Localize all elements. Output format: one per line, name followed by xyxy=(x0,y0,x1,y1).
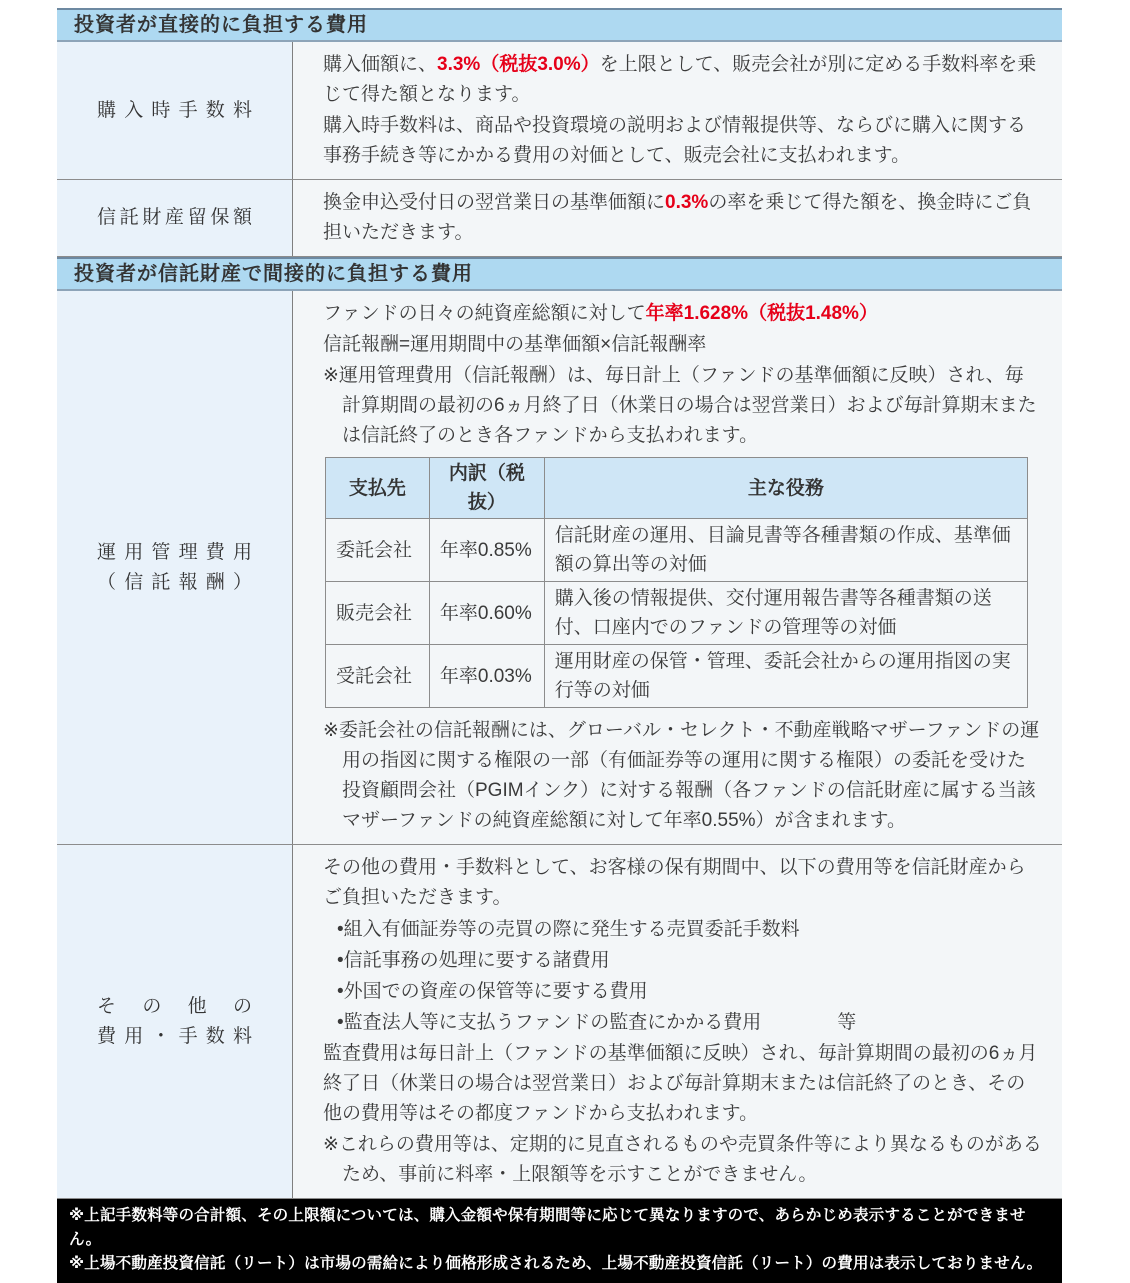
row-purchase-fee xyxy=(57,42,1062,180)
breakdown-header-role: 主な役務 xyxy=(544,458,1027,519)
retention-rate: 0.3% xyxy=(665,192,709,213)
footnote-total-fees: ※上記手数料等の合計額、その上限額については、購入金額や保有期間等に応じて異なりますので、あらかじめ表示することができません。 xyxy=(69,1207,1026,1248)
breakdown-header-payee: 支払先 xyxy=(326,458,430,519)
retention-label-cell xyxy=(57,180,293,256)
management-fee-formula: 信託報酬=運用期間中の基準価額×信託報酬率 xyxy=(323,334,707,355)
other-fees-note: ※これらの費用等は、定期的に見直されるものや売買条件等により異なるものがあるため、事前に料率・上限額等を示すことができません。 xyxy=(323,1134,1042,1185)
purchase-fee-label-cell xyxy=(57,42,293,179)
management-fee-paragraph-1 xyxy=(323,299,1042,329)
breakdown-role: 運用財産の保管・管理、委託会社からの運用指図の実行等の対価 xyxy=(544,645,1027,708)
management-fee-rate: 年率1.628%（税抜1.48%） xyxy=(645,303,878,324)
breakdown-payee: 受託会社 xyxy=(326,645,430,708)
bullet-foreign-custody-costs: •外国での資産の保管等に要する費用 xyxy=(337,981,648,1002)
bullet-trust-admin-costs: •信託事務の処理に要する諸費用 xyxy=(337,950,610,971)
other-fees-label-line2: 費用・手数料 xyxy=(97,1025,252,1047)
footnote-bar xyxy=(57,1199,1062,1283)
breakdown-payee: 委託会社 xyxy=(326,519,430,582)
other-fees-intro: その他の費用・手数料として、お客様の保有期間中、以下の費用等を信託財産からご負担いただきます。 xyxy=(323,857,1026,908)
breakdown-rate: 年率0.60% xyxy=(429,582,544,645)
management-fee-note-1: ※運用管理費用（信託報酬）は、毎日計上（ファンドの基準価額に反映）され、毎計算期間の最初の6ヵ月終了日（休業日の場合は翌営業日）および毎計算期末または信託終了のとき各ファンドから支払われます。 xyxy=(323,365,1037,446)
section-header-indirect-fees: 投資者が信託財産で間接的に負担する費用 xyxy=(57,257,1062,291)
management-fee-content xyxy=(293,291,1062,844)
breakdown-payee: 販売会社 xyxy=(326,582,430,645)
other-fees-paragraph-2: 監査費用は毎日計上（ファンドの基準価額に反映）され、毎計算期間の最初の6ヵ月終了日（休業日の場合は翌営業日）および毎計算期末または信託終了のとき、その他の費用等はその都度ファンドから支払われます。 xyxy=(323,1043,1038,1124)
row-retention-amount xyxy=(57,180,1062,257)
bullet-audit-costs: •監査法人等に支払うファンドの監査にかかる費用 等 xyxy=(337,1012,857,1033)
breakdown-rate: 年率0.03% xyxy=(429,645,544,708)
breakdown-role: 購入後の情報提供、交付運用報告書等各種書類の送付、口座内でのファンドの管理等の対価 xyxy=(544,582,1027,645)
breakdown-row-hanbai xyxy=(326,582,1028,645)
purchase-fee-content xyxy=(293,42,1062,179)
retention-text: 換金申込受付日の翌営業日の基準価額に xyxy=(323,192,666,213)
fund-fee-document xyxy=(57,8,1062,1283)
retention-text-cont: の率を乗じて得た額を、換金時にご負担いただきます。 xyxy=(323,192,1032,243)
breakdown-role: 信託財産の運用、目論見書等各種書類の作成、基準価額の算出等の対価 xyxy=(544,519,1027,582)
purchase-fee-paragraph-2: 購入時手数料は、商品や投資環境の説明および情報提供等、ならびに購入に関する事務手続き等にかかる費用の対価として、販売会社に支払われます。 xyxy=(323,115,1027,166)
retention-label: 信託財産留保額 xyxy=(97,207,252,228)
purchase-fee-text: 購入価額に、 xyxy=(323,54,438,75)
retention-paragraph xyxy=(323,188,1042,248)
bullet-brokerage-fee: •組入有価証券等の売買の際に発生する売買委託手数料 xyxy=(337,919,800,940)
breakdown-header-row xyxy=(326,458,1028,519)
management-fee-text: ファンドの日々の純資産総額に対して xyxy=(323,303,646,324)
row-management-fee xyxy=(57,291,1062,845)
management-fee-note-2: ※委託会社の信託報酬には、グローバル・セレクト・不動産戦略マザーファンドの運用の指図に関する権限の一部（有価証券等の運用に関する権限）の委託を受けた投資顧問会社（PGIMインク）に対する報酬（各ファンドの信託財産に属する当該マザーファンドの純資産総額に対して年率0.55%）が含まれます。 xyxy=(323,720,1040,831)
other-fees-label-cell xyxy=(57,845,293,1198)
footnote-reit: ※上場不動産投資信託（リート）は市場の需給により価格形成されるため、上場不動産投資信託（リート）の費用は表示しておりません。 xyxy=(69,1255,1043,1272)
other-fees-label-line1: その他の xyxy=(97,995,252,1017)
purchase-fee-rate: 3.3%（税抜3.0%） xyxy=(437,54,600,75)
purchase-fee-label: 購入時手数料 xyxy=(97,99,252,121)
breakdown-row-jutaku xyxy=(326,645,1028,708)
other-fees-content xyxy=(293,845,1062,1198)
management-fee-label-cell xyxy=(57,291,293,844)
breakdown-rate: 年率0.85% xyxy=(429,519,544,582)
row-other-fees xyxy=(57,845,1062,1199)
purchase-fee-paragraph-1 xyxy=(323,50,1042,110)
management-fee-label-line1: 運用管理費用 xyxy=(97,541,252,563)
section-header-direct-fees: 投資者が直接的に負担する費用 xyxy=(57,8,1062,42)
breakdown-row-itaku xyxy=(326,519,1028,582)
other-fees-bullet-list xyxy=(337,914,1042,1038)
purchase-fee-text-cont: を上限として、販売会社が別に定める手数料率を乗じて得た額となります。 xyxy=(323,54,1037,105)
breakdown-header-rate: 内訳（税抜） xyxy=(429,458,544,519)
management-fee-label-line2: （信託報酬） xyxy=(97,571,252,593)
retention-content xyxy=(293,180,1062,256)
trust-fee-breakdown-table xyxy=(325,457,1028,708)
